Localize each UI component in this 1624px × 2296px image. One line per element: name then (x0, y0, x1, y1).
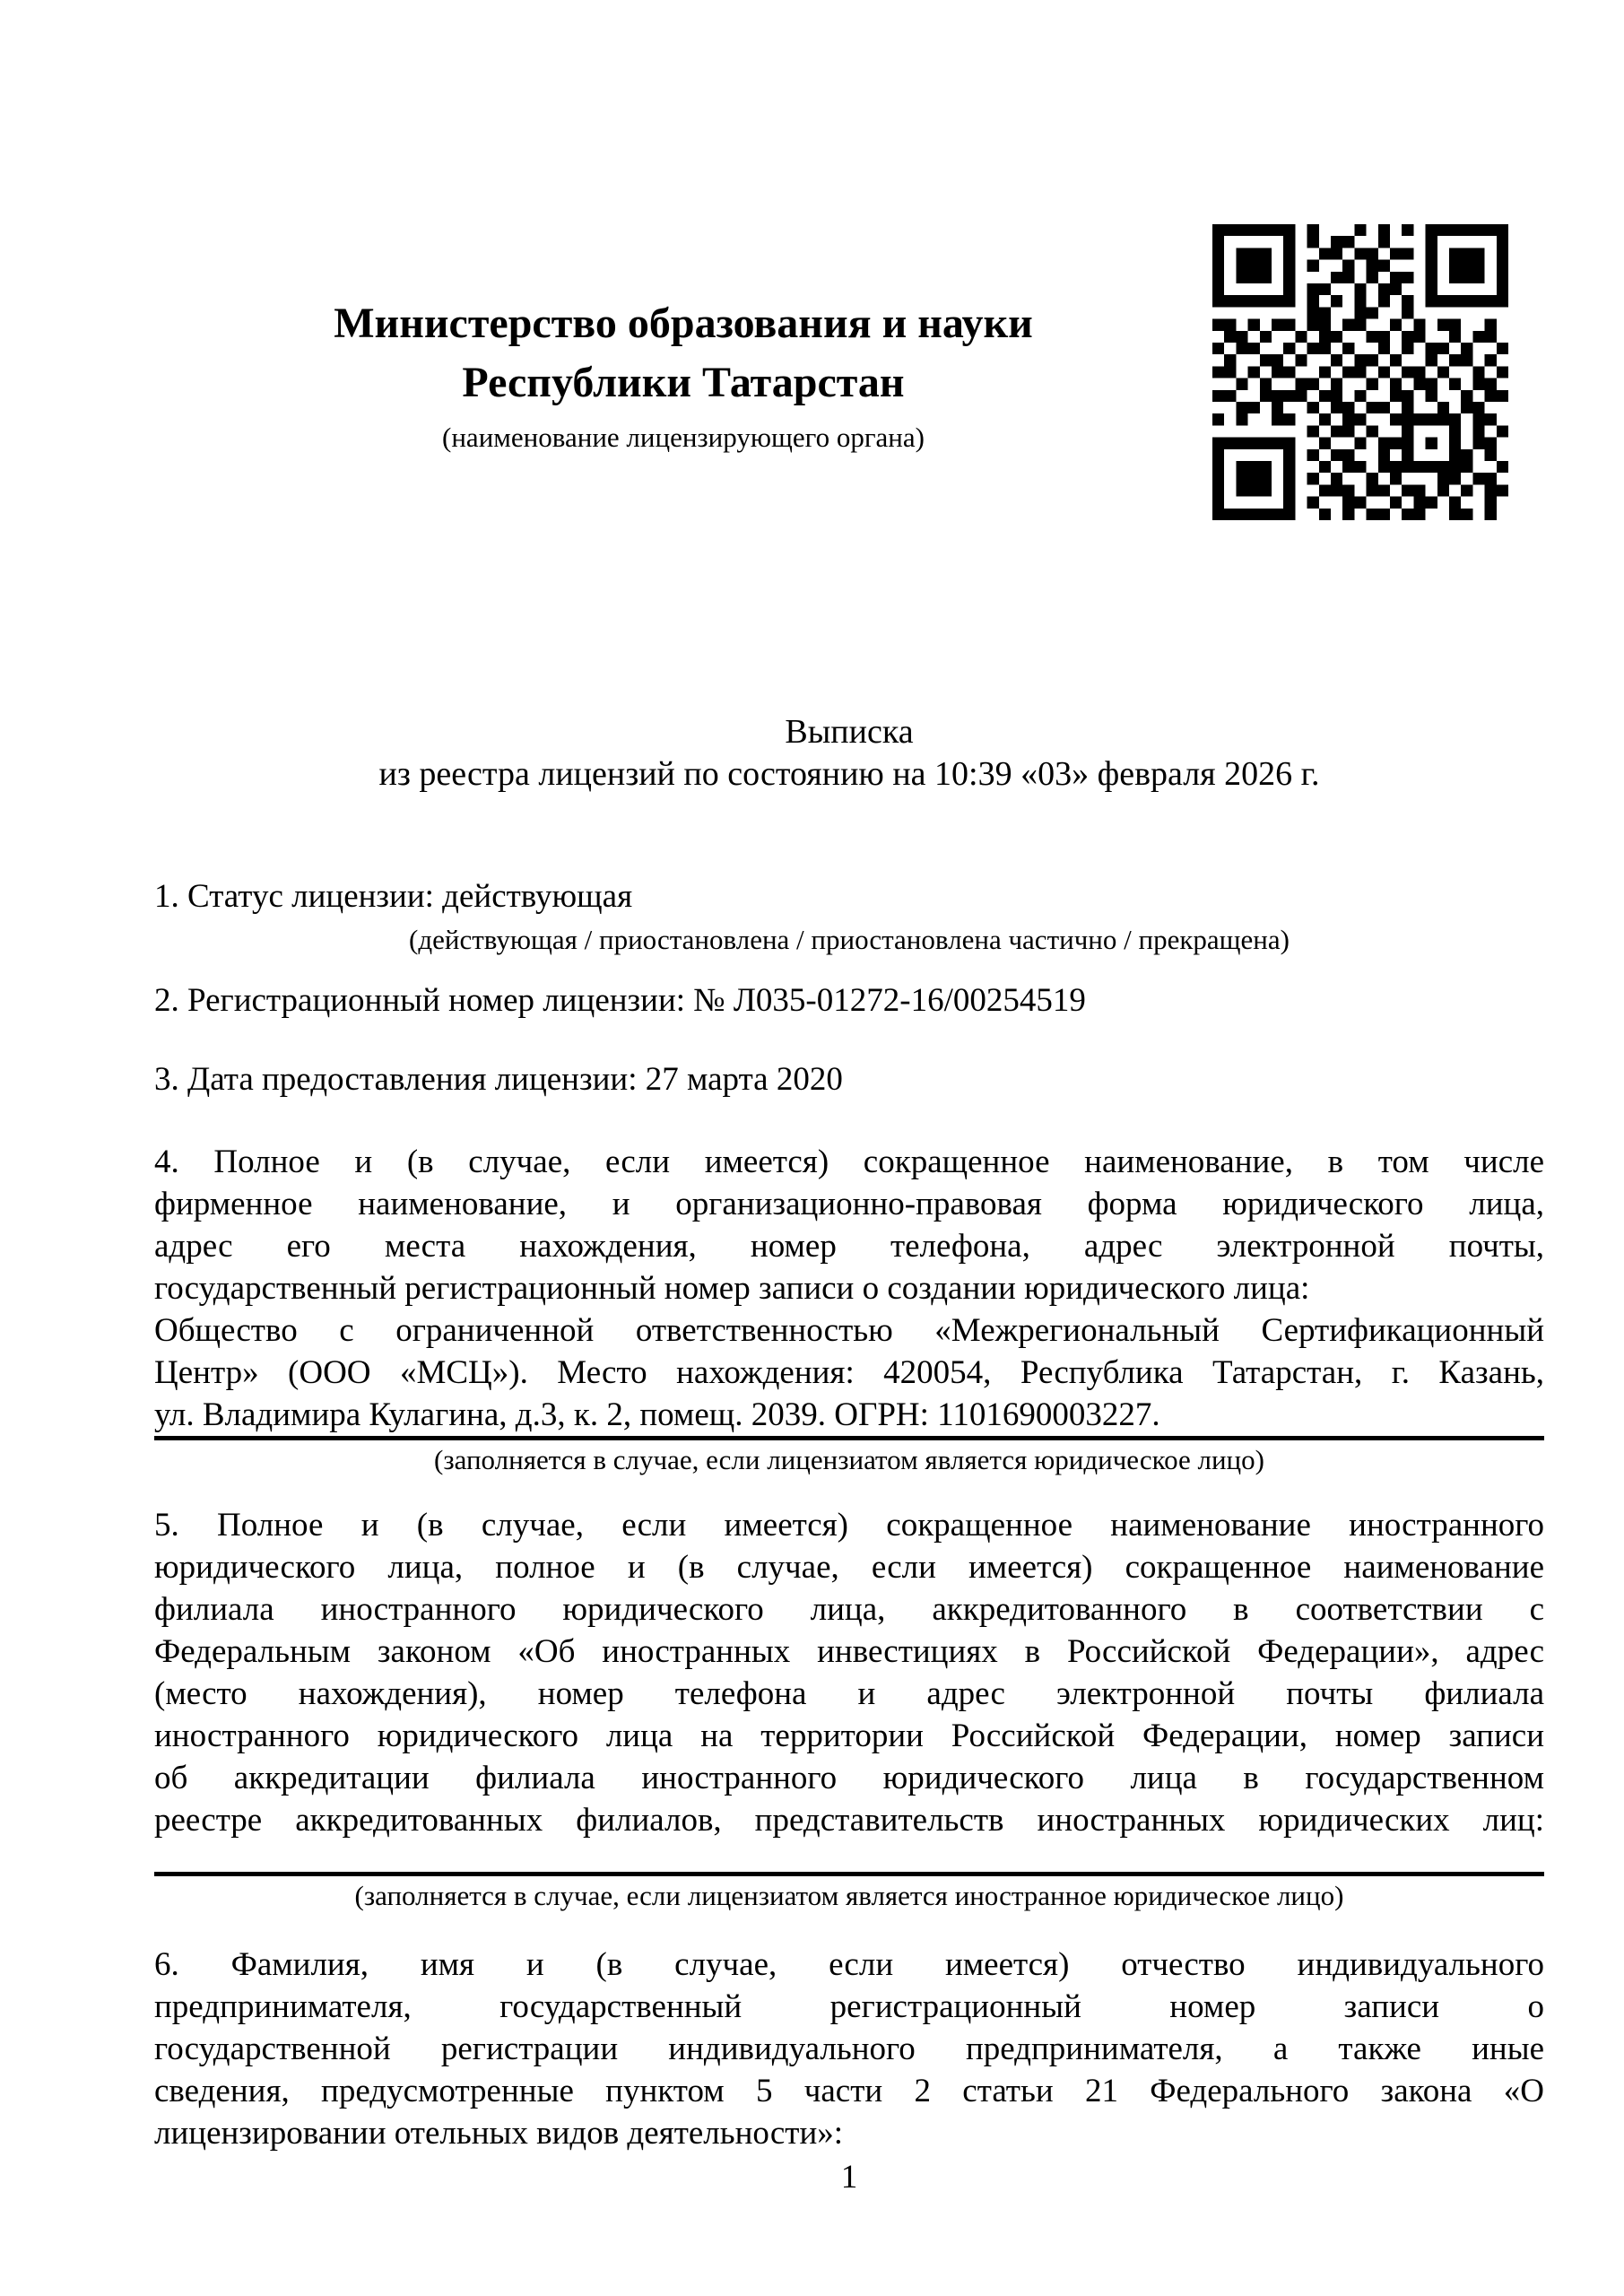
page-number: 1 (840, 2159, 858, 2196)
text-line: сведения, предусмотренные пунктом 5 части 2 статьи 21 Федерального закона «О (154, 2073, 1544, 2109)
text-line: 4. Полное и (в случае, если имеется) сокращенное наименование, в том числе (154, 1144, 1544, 1180)
paragraph-4-intro (154, 1141, 1544, 1309)
text-line: фирменное наименование, и организационно-правовая форма юридического лица, (154, 1186, 1544, 1222)
text-line: адрес его места нахождения, номер телефона, адрес электронной почты, (154, 1228, 1544, 1265)
text-line: 6. Фамилия, имя и (в случае, если имеется) отчество индивидуального (154, 1946, 1544, 1983)
text-line: лицензировании отельных видов деятельности»: (154, 2115, 844, 2152)
paragraph-6 (154, 1944, 1544, 2154)
paragraph-4-value (154, 1309, 1544, 1436)
text-line: (место нахождения), номер телефона и адрес электронной почты филиала (154, 1675, 1544, 1712)
field-rule-legal-entity (154, 1436, 1544, 1440)
field-rule-foreign-entity (154, 1872, 1544, 1876)
document-header (154, 224, 1544, 520)
document-subject (154, 711, 1544, 796)
text-line: предпринимателя, государственный регистрационный номер записи о (154, 1988, 1544, 2025)
license-status-line: 1. Статус лицензии: действующая (154, 878, 633, 915)
qr-code (1212, 224, 1508, 520)
text-line: государственный регистрационный номер записи о создании юридического лица: (154, 1270, 1310, 1307)
text-line: Центр» (ООО «МСЦ»). Место нахождения: 420054, Республика Татарстан, г. Казань, (154, 1354, 1544, 1391)
authority-name-line2: Республики Татарстан (462, 359, 905, 406)
text-line: иностранного юридического лица на территории Российской Федерации, номер записи (154, 1718, 1544, 1754)
text-line: Федеральным законом «Об иностранных инвестициях в Российской Федерации», адрес (154, 1633, 1544, 1670)
registration-number-line: 2. Регистрационный номер лицензии: № Л035-01272-16/00254519 (154, 982, 1086, 1019)
subject-title: Выписка (785, 713, 914, 751)
text-line: ул. Владимира Кулагина, д.3, к. 2, помещ. 2039. ОГРН: 1101690003227. (154, 1396, 1160, 1433)
authority-name-line1: Министерство образования и науки (334, 300, 1033, 347)
text-line: 5. Полное и (в случае, если имеется) сокращенное наименование иностранного (154, 1507, 1544, 1544)
license-status-caption: (действующая / приостановлена / приостановлена частично / прекращена) (409, 924, 1290, 955)
text-line: государственной регистрации индивидуального предпринимателя, а также иные (154, 2031, 1544, 2067)
authority-caption: (наименование лицензирующего органа) (442, 422, 925, 453)
foreign-entity-caption: (заполняется в случае, если лицензиатом является иностранное юридическое лицо) (354, 1880, 1344, 1911)
legal-entity-caption: (заполняется в случае, если лицензиатом является юридическое лицо) (434, 1444, 1264, 1475)
text-line: реестре аккредитованных филиалов, представительств иностранных юридических лиц: (154, 1802, 1544, 1839)
subject-subtitle: из реестра лицензий по состоянию на 10:39 «03» февраля 2026 г. (378, 755, 1320, 793)
grant-date-line: 3. Дата предоставления лицензии: 27 марта 2020 (154, 1061, 843, 1098)
licensing-authority-block (154, 224, 1212, 456)
text-line: об аккредитации филиала иностранного юридического лица в государственном (154, 1760, 1544, 1796)
paragraph-5 (154, 1504, 1544, 1841)
text-line: Общество с ограниченной ответственностью «Межрегиональный Сертификационный (154, 1312, 1544, 1349)
text-line: юридического лица, полное и (в случае, если имеется) сокращенное наименование (154, 1549, 1544, 1586)
text-line: филиала иностранного юридического лица, аккредитованного в соответствии с (154, 1591, 1544, 1628)
